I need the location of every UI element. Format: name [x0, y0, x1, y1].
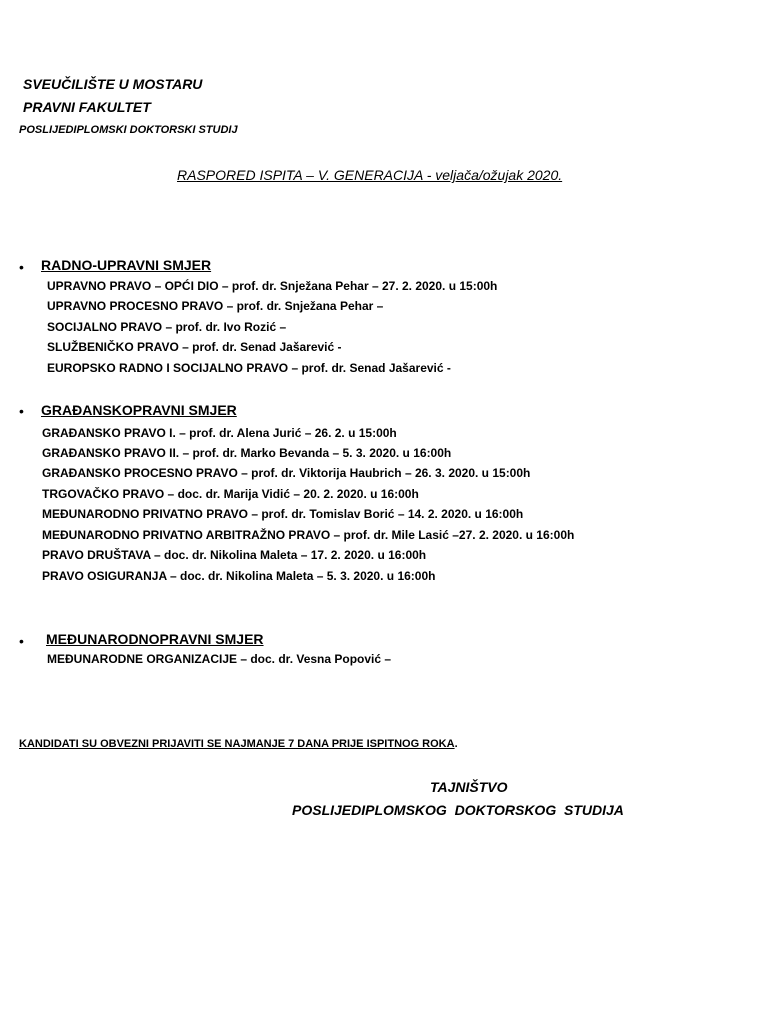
section-heading-radno-upravni: RADNO-UPRAVNI SMJER	[41, 257, 212, 273]
page-title: RASPORED ISPITA – V. GENERACIJA - veljača/ožujak 2020.	[177, 167, 563, 183]
notice-period: .	[454, 738, 458, 750]
exam-item: GRAĐANSKO PROCESNO PRAVO – prof. dr. Viktorija Haubrich – 26. 3. 2020. u 15:00h	[42, 466, 531, 480]
exam-item: EUROPSKO RADNO I SOCIJALNO PRAVO – prof. dr. Senad Jašarević -	[47, 361, 451, 375]
exam-item: MEĐUNARODNO PRIVATNO ARBITRAŽNO PRAVO – prof. dr. Mile Lasić –27. 2. 2020. u 16:00h	[42, 528, 575, 542]
signature-line-1: TAJNIŠTVO	[430, 779, 508, 795]
exam-item: MEĐUNARODNE ORGANIZACIJE – doc. dr. Vesna Popović –	[47, 652, 392, 666]
exam-item: PRAVO DRUŠTAVA – doc. dr. Nikolina Maleta – 17. 2. 2020. u 16:00h	[42, 548, 427, 562]
faculty-name: PRAVNI FAKULTET	[23, 99, 151, 115]
notice-text: KANDIDATI SU OBVEZNI PRIJAVITI SE NAJMANJE 7 DANA PRIJE ISPITNOG ROKA	[19, 738, 455, 750]
bullet-icon: •	[19, 403, 24, 419]
signature-line-2: POSLIJEDIPLOMSKOG DOKTORSKOG STUDIJA	[292, 802, 624, 818]
exam-item: GRAĐANSKO PRAVO I. – prof. dr. Alena Jurić – 26. 2. u 15:00h	[42, 426, 397, 440]
university-name: SVEUČILIŠTE U MOSTARU	[23, 76, 203, 92]
exam-item: MEĐUNARODNO PRIVATNO PRAVO – prof. dr. Tomislav Borić – 14. 2. 2020. u 16:00h	[42, 507, 524, 521]
exam-item: UPRAVNO PROCESNO PRAVO – prof. dr. Snježana Pehar –	[47, 299, 384, 313]
registration-notice	[19, 738, 458, 750]
exam-item: SOCIJALNO PRAVO – prof. dr. Ivo Rozić –	[47, 320, 287, 334]
exam-item: TRGOVAČKO PRAVO – doc. dr. Marija Vidić – 20. 2. 2020. u 16:00h	[42, 487, 419, 501]
exam-item: SLUŽBENIČKO PRAVO – prof. dr. Senad Jašarević -	[47, 340, 342, 354]
exam-item: PRAVO OSIGURANJA – doc. dr. Nikolina Maleta – 5. 3. 2020. u 16:00h	[42, 569, 436, 583]
exam-item: UPRAVNO PRAVO – OPĆI DIO – prof. dr. Snježana Pehar – 27. 2. 2020. u 15:00h	[47, 279, 498, 293]
exam-item: GRAĐANSKO PRAVO II. – prof. dr. Marko Bevanda – 5. 3. 2020. u 16:00h	[42, 446, 452, 460]
bullet-icon: •	[19, 259, 24, 275]
bullet-icon: •	[19, 633, 24, 649]
study-name: POSLIJEDIPLOMSKI DOKTORSKI STUDIJ	[19, 124, 238, 136]
section-heading-gradjanskopravni: GRAĐANSKOPRAVNI SMJER	[41, 402, 237, 418]
section-heading-medjunarodnopravni: MEĐUNARODNOPRAVNI SMJER	[46, 631, 264, 647]
